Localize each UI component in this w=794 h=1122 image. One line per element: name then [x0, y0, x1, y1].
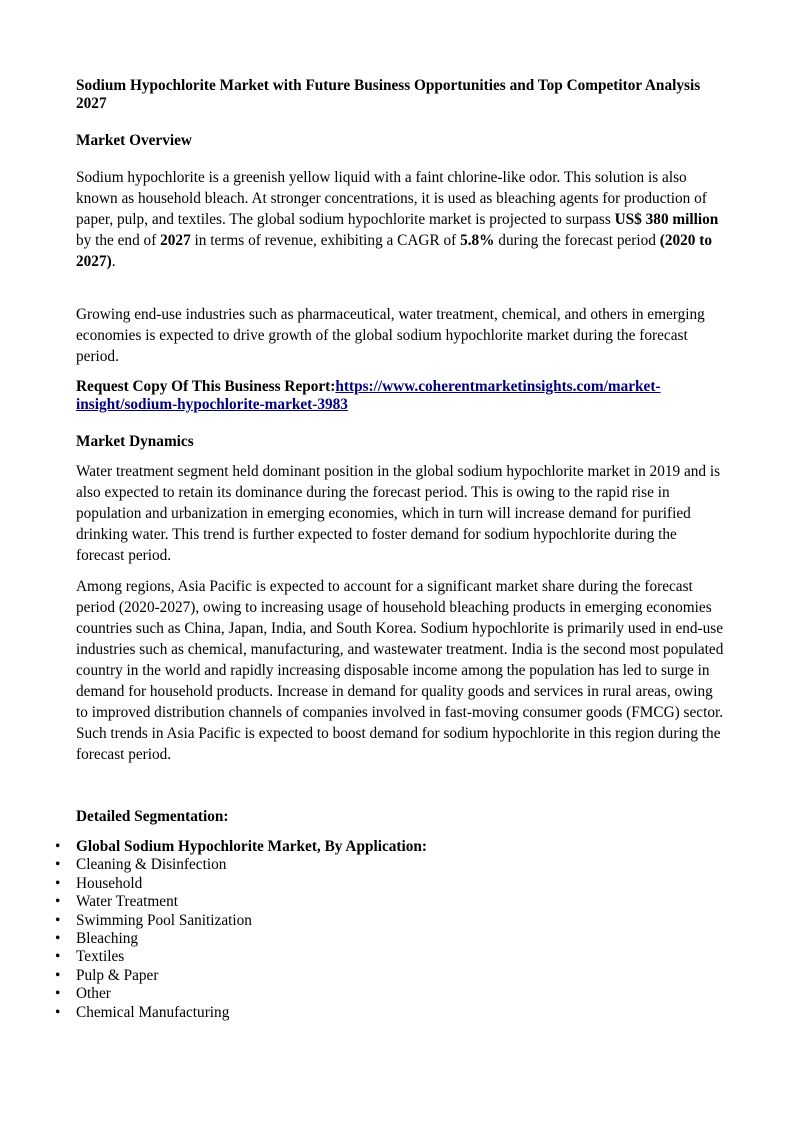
list-item: [55, 967, 427, 985]
text-run: Sodium hypochlorite is a greenish yellow liquid with a faint chlorine-like odor. This solution is also known as household bleach. At stronger concentrations, it is used as bleaching agents for production of paper, pulp, and textiles. The global sodium hypochlorite market is projected to surpass: [76, 169, 707, 228]
bullet-icon: •: [55, 948, 61, 966]
list-item-label: Global Sodium Hypochlorite Market, By Application:: [76, 838, 427, 855]
list-item-label: Bleaching: [76, 930, 139, 948]
bullet-icon: •: [55, 838, 61, 855]
bullet-icon: •: [55, 966, 61, 984]
list-item: [55, 985, 427, 1003]
list-item: [55, 838, 427, 856]
bullet-icon: •: [55, 911, 61, 929]
list-item-label: Water Treatment: [76, 893, 178, 911]
bold-forecast-period: (2020 to 2027): [76, 232, 712, 270]
report-link[interactable]: https://www.coherentmarketinsights.com/market-insight/sodium-hypochlorite-market-3983: [76, 378, 661, 413]
text-run: during the forecast period: [494, 232, 660, 249]
list-item: [55, 856, 427, 874]
dynamics-paragraph-2: Among regions, Asia Pacific is expected to account for a significant market share during the forecast period (2020-2027), owing to increasing usage of household bleaching products in emerging economies countries such as China, Japan, India, and South Korea. Sodium hypochlorite is primarily used in end-use industries such as chemical, manufacturing, and wastewater treatment. India is the second most populated country in the world and rapidly increasing disposable income among the population has led to surge in demand for household products. Increase in demand for quality goods and services in rural areas, owing to improved distribution channels of companies involved in fast-moving consumer goods (FMCG) sector. Such trends in Asia Pacific is expected to boost demand for sodium hypochlorite in this region during the forecast period.: [76, 578, 724, 763]
bullet-icon: •: [55, 1003, 61, 1021]
bullet-icon: •: [55, 893, 61, 911]
list-item: [55, 948, 427, 966]
bullet-icon: •: [55, 874, 61, 892]
bold-market-value: US$ 380 million: [614, 211, 719, 228]
list-item: [55, 912, 427, 930]
list-item: [55, 875, 427, 893]
bold-cagr: 5.8%: [460, 232, 495, 249]
heading-detailed-segmentation: Detailed Segmentation:: [76, 808, 229, 825]
bullet-icon: •: [55, 985, 61, 1003]
list-item-label: Household: [76, 874, 143, 892]
overview-paragraph-2: Growing end-use industries such as pharmaceutical, water treatment, chemical, and others in emerging economies is expected to drive growth of the global sodium hypochlorite market during the forecast period.: [76, 306, 705, 365]
list-item: [55, 930, 427, 948]
bold-year: 2027: [160, 232, 191, 249]
list-item: [55, 1004, 427, 1022]
request-copy-label: Request Copy Of This Business Report:: [76, 378, 336, 395]
dynamics-paragraph-1: Water treatment segment held dominant position in the global sodium hypochlorite market in 2019 and is also expected to retain its dominance during the forecast period. This is owing to the rapid rise in population and urbanization in emerging economies, which in turn will increase demand for purified drinking water. This trend is further expected to foster demand for sodium hypochlorite during the forecast period.: [76, 463, 721, 564]
list-item: [55, 893, 427, 911]
text-run: in terms of revenue, exhibiting a CAGR of: [190, 232, 461, 249]
list-item-label: Swimming Pool Sanitization: [76, 911, 252, 929]
list-item-label: Pulp & Paper: [76, 966, 159, 984]
segmentation-list: [55, 838, 427, 1022]
list-item-label: Cleaning & Disinfection: [76, 856, 227, 874]
list-item-label: Chemical Manufacturing: [76, 1003, 230, 1021]
text-run: by the end of: [76, 232, 161, 249]
text-run: .: [111, 253, 116, 270]
list-item-label: Textiles: [76, 948, 125, 966]
document-title: Sodium Hypochlorite Market with Future Business Opportunities and Top Competitor Analysis 2027: [76, 77, 701, 112]
bullet-icon: •: [55, 930, 61, 948]
heading-market-dynamics: Market Dynamics: [76, 433, 194, 450]
bullet-icon: •: [55, 856, 61, 874]
request-copy-line: [76, 378, 726, 414]
overview-paragraph-1: [76, 167, 726, 272]
heading-market-overview: Market Overview: [76, 132, 192, 149]
list-item-label: Other: [76, 985, 111, 1003]
